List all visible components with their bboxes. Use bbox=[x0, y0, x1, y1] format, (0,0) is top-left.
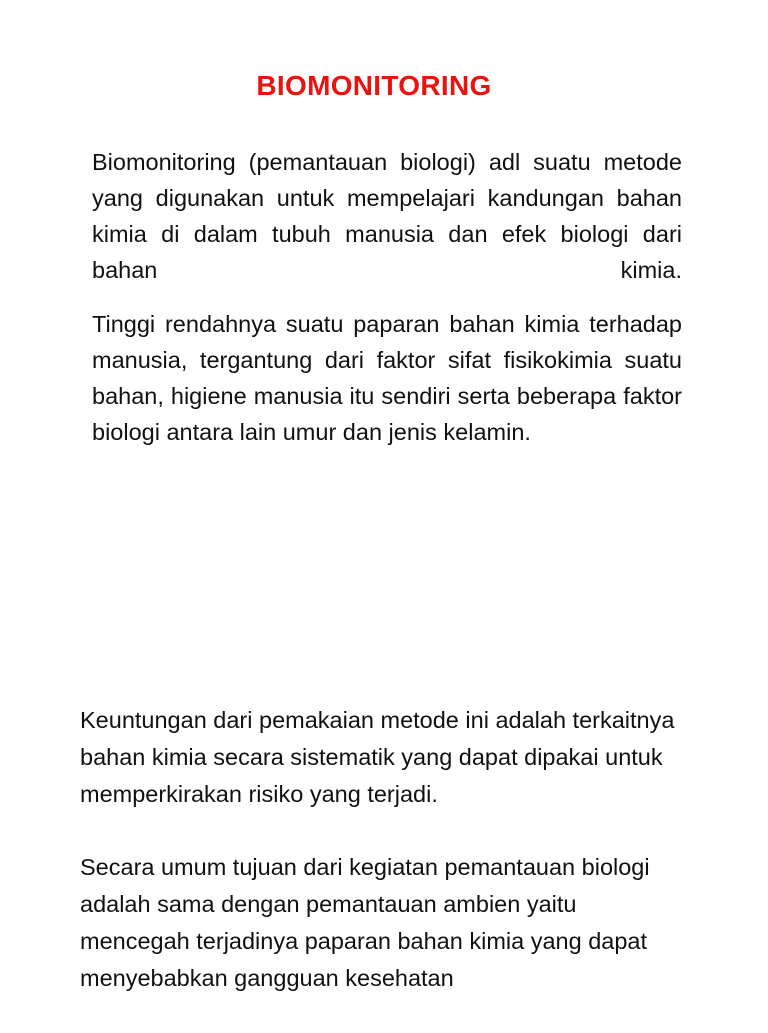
intro-paragraph-exposure-factors: Tinggi rendahnya suatu paparan bahan kimia terhadap manusia, tergantung dari faktor sifat fisikokimia suatu bahan, higiene manusia itu sendiri serta beberapa faktor biologi antara lain umur dan jenis kelamin. bbox=[92, 311, 682, 445]
benefits-section bbox=[80, 702, 690, 1033]
page-title: BIOMONITORING bbox=[256, 70, 492, 101]
benefits-paragraph-advantage: Keuntungan dari pemakaian metode ini adalah terkaitnya bahan kimia secara sistematik yang dapat dipakai untuk memperkirakan risiko yang terjadi. bbox=[80, 707, 675, 807]
intro-paragraph-definition: Biomonitoring (pemantauan biologi) adl suatu metode yang digunakan untuk mempelajari kandungan bahan kimia di dalam tubuh manusia dan efek biologi dari bahan kimia. bbox=[92, 149, 682, 283]
intro-section bbox=[92, 144, 682, 468]
benefits-paragraph-purpose: Secara umum tujuan dari kegiatan pemantauan biologi adalah sama dengan pemantauan ambien yaitu mencegah terjadinya paparan bahan kimia yang dapat menyebabkan gangguan kesehatan bbox=[80, 854, 650, 991]
